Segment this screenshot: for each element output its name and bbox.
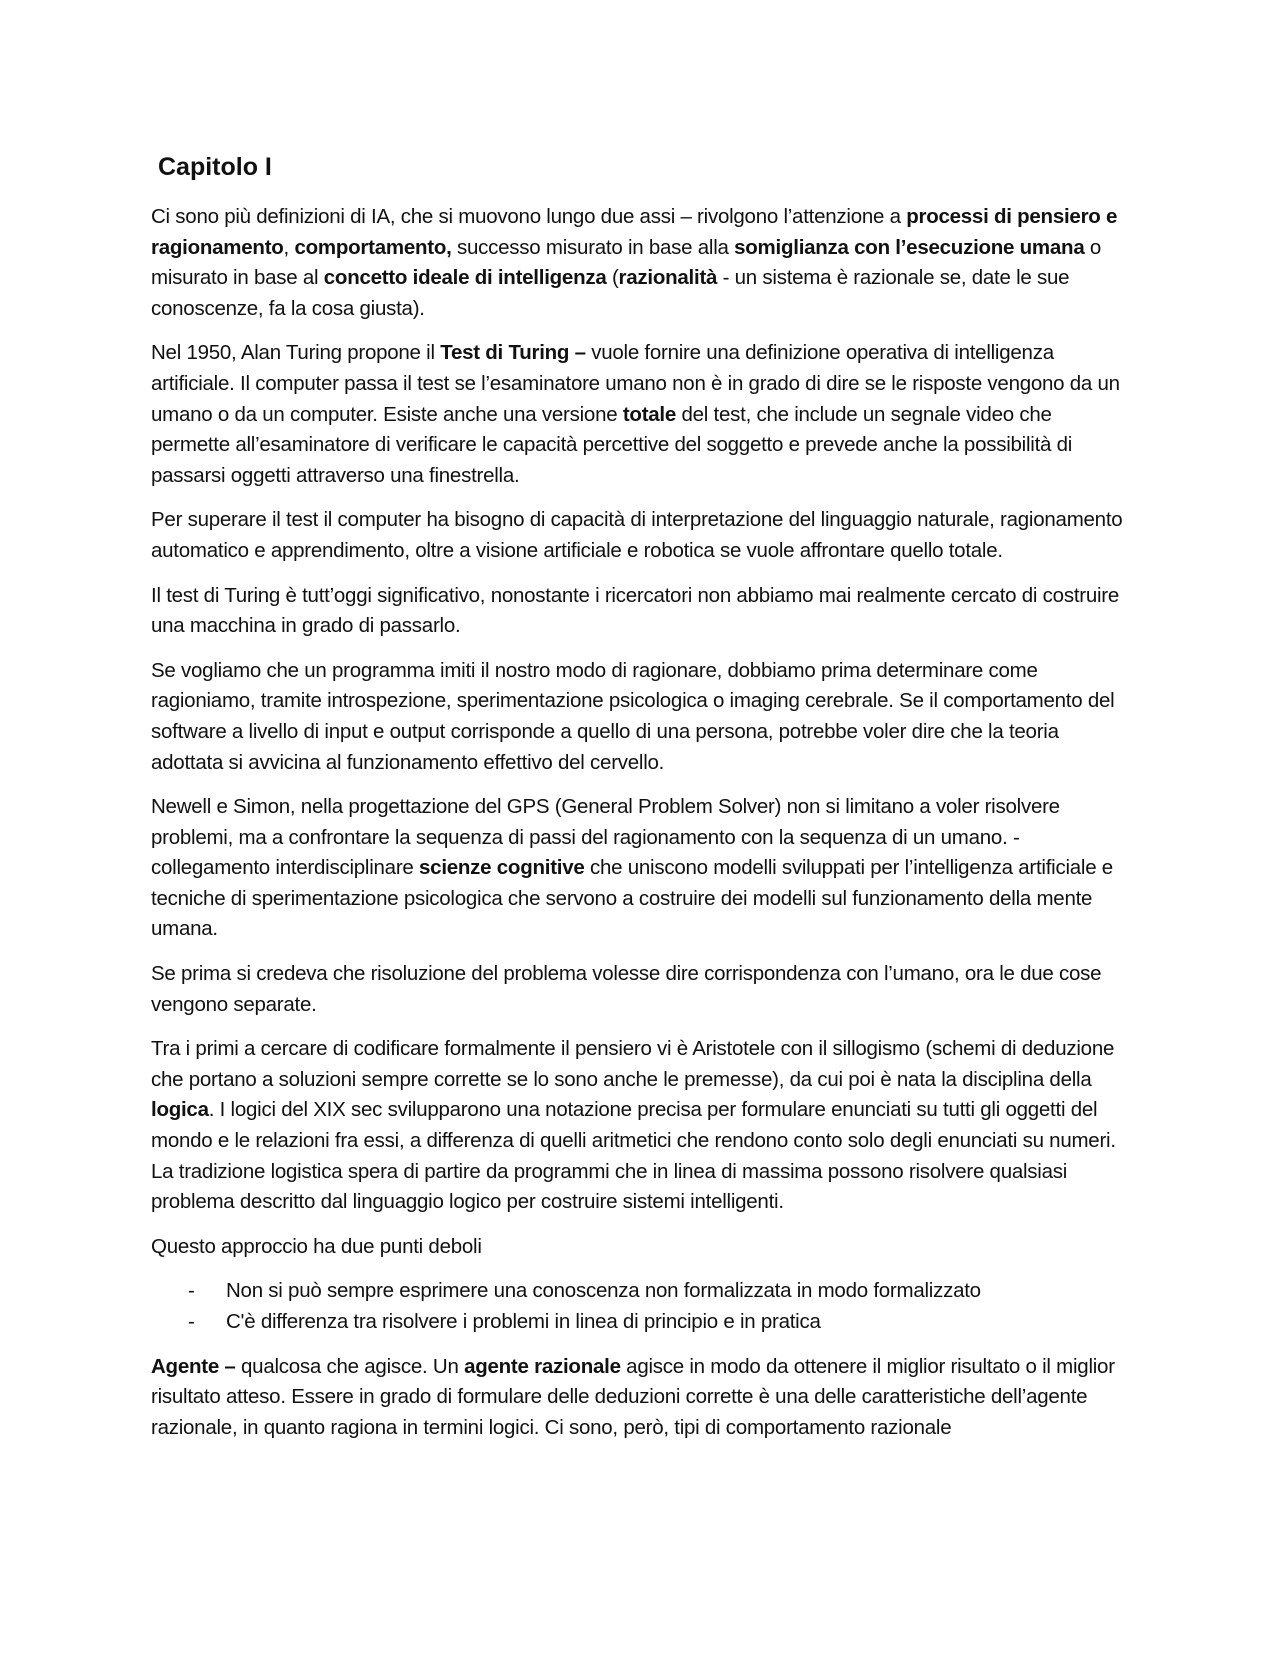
chapter-title: Capitolo I (158, 153, 272, 181)
text-run: Ci sono più definizioni di IA, che si muovono lungo due assi – rivolgono l’attenzione a (151, 205, 907, 228)
bold-run: scienze cognitive (419, 856, 585, 880)
text-run: Nel 1950, Alan Turing propone il (151, 341, 441, 365)
paragraph-separation: Se prima si credeva che risoluzione del problema volesse dire corrispondenza con l’umano, ora le due cose vengono separate. (151, 962, 1102, 1016)
bullet-marker: - (188, 1310, 195, 1333)
paragraph-turing-test (151, 338, 1130, 491)
text-run: , (283, 235, 295, 259)
text-run: del test, che include un segnale video che permette all’esaminatore di verificare le capacità percettive del soggetto e prevede anche la possibilità di passarsi oggetti attraverso una finestrella. (151, 402, 1073, 487)
bold-run: Test di Turing – (440, 341, 586, 365)
text-run: Newell e Simon, nella progettazione del GPS (General Problem Solver) non si limitano a voler risolvere problemi, ma a confrontare la sequenza di passi del ragionamento con la sequenza di un umano. - collegamento interdisciplinare (151, 795, 1060, 880)
bold-run: concetto ideale di intelligenza (323, 266, 607, 290)
list-item-text: Non si può sempre esprimere una conoscenza non formalizzata in modo formalizzato (226, 1279, 981, 1303)
paragraph-agent (151, 1352, 1130, 1444)
bold-run: logica (151, 1098, 209, 1122)
bold-run: Agente – (151, 1354, 236, 1378)
list-item (151, 1276, 1130, 1307)
text-run: ( (606, 266, 619, 290)
text-run: Tra i primi a cercare di codificare formalmente il pensiero vi è Aristotele con il sillogismo (schemi di deduzione che portano a soluzioni sempre corrette se lo sono anche le premesse), da cui poi è nata la disciplina della (151, 1037, 1115, 1091)
bold-run: razionalità (618, 266, 718, 290)
paragraph-test-significance: Il test di Turing è tutt’oggi significativo, nonostante i ricercatori non abbiamo mai realmente cercato di costruire una macchina in grado di passarlo. (151, 583, 1120, 638)
text-run: vuole fornire una definizione operativa di intelligenza artificiale. Il computer passa il test se l’esaminatore umano non è in grado di dire se le risposte vengono da un umano o da un computer. Esiste anche una versione (151, 341, 1120, 426)
paragraph-test-requirements: Per superare il test il computer ha bisogno di capacità di interpretazione del linguaggio naturale, ragionamento automatico e apprendimento, oltre a visione artificiale e robotica se vuole affrontare quello totale. (151, 508, 1123, 562)
bold-run: totale (622, 402, 677, 426)
bullet-marker: - (188, 1279, 195, 1303)
bold-run: agente razionale (464, 1354, 621, 1378)
weak-points-list (151, 1276, 1130, 1337)
bold-run: comportamento, (294, 235, 452, 259)
paragraph-gps-cognitive-science (151, 792, 1130, 945)
text-run: . I logici del XIX sec svilupparono una notazione precisa per formulare enunciati su tutti gli oggetti del mondo e le relazioni fra essi, a differenza di quelli aritmetici che rendono conto solo degli enunciati su numeri. La tradizione logistica spera di partire da programmi che in linea di massima possono risolvere qualsiasi problema descritto dal linguaggio logico per costruire sistemi intelligenti. (151, 1098, 1116, 1214)
bold-run: somiglianza con l’esecuzione umana (734, 235, 1085, 259)
paragraph-ai-definitions (151, 202, 1130, 324)
list-item (151, 1307, 1130, 1338)
text-run: - un sistema è razionale se, date le sue conoscenze, fa la cosa giusta). (151, 266, 1070, 320)
text-run: qualcosa che agisce. Un (235, 1354, 465, 1378)
text-run: agisce in modo da ottenere il miglior risultato o il miglior risultato atteso. Essere in grado di formulare delle deduzioni corrette è una delle caratteristiche dell’agente razionale, in quanto ragiona in termini logici. Ci sono, però, tipi di comportamento razionale (151, 1354, 1115, 1439)
paragraph-imitate-reasoning: Se vogliamo che un programma imiti il nostro modo di ragionare, dobbiamo prima determinare come ragioniamo, tramite introspezione, sperimentazione psicologica o imaging cerebrale. Se il comportamento del software a livello di input e output corrisponde a quello di una persona, potrebbe voler dire che la teoria adottata si avvicina al funzionamento effettivo del cervello. (151, 658, 1115, 774)
paragraph-logic (151, 1034, 1130, 1218)
text-run: o misurato in base al (151, 235, 1102, 290)
bold-run: processi di pensiero e ragionamento (151, 205, 1118, 259)
text-run: successo misurato in base alla (451, 235, 735, 259)
list-item-text: C'è differenza tra risolvere i problemi in linea di principio e in pratica (226, 1310, 821, 1333)
paragraph-weak-points-intro: Questo approccio ha due punti deboli (151, 1234, 482, 1258)
text-run: che uniscono modelli sviluppati per l’intelligenza artificiale e tecniche di sperimentazione psicologica che servono a costruire dei modelli sul funzionamento della mente umana. (151, 856, 1113, 941)
